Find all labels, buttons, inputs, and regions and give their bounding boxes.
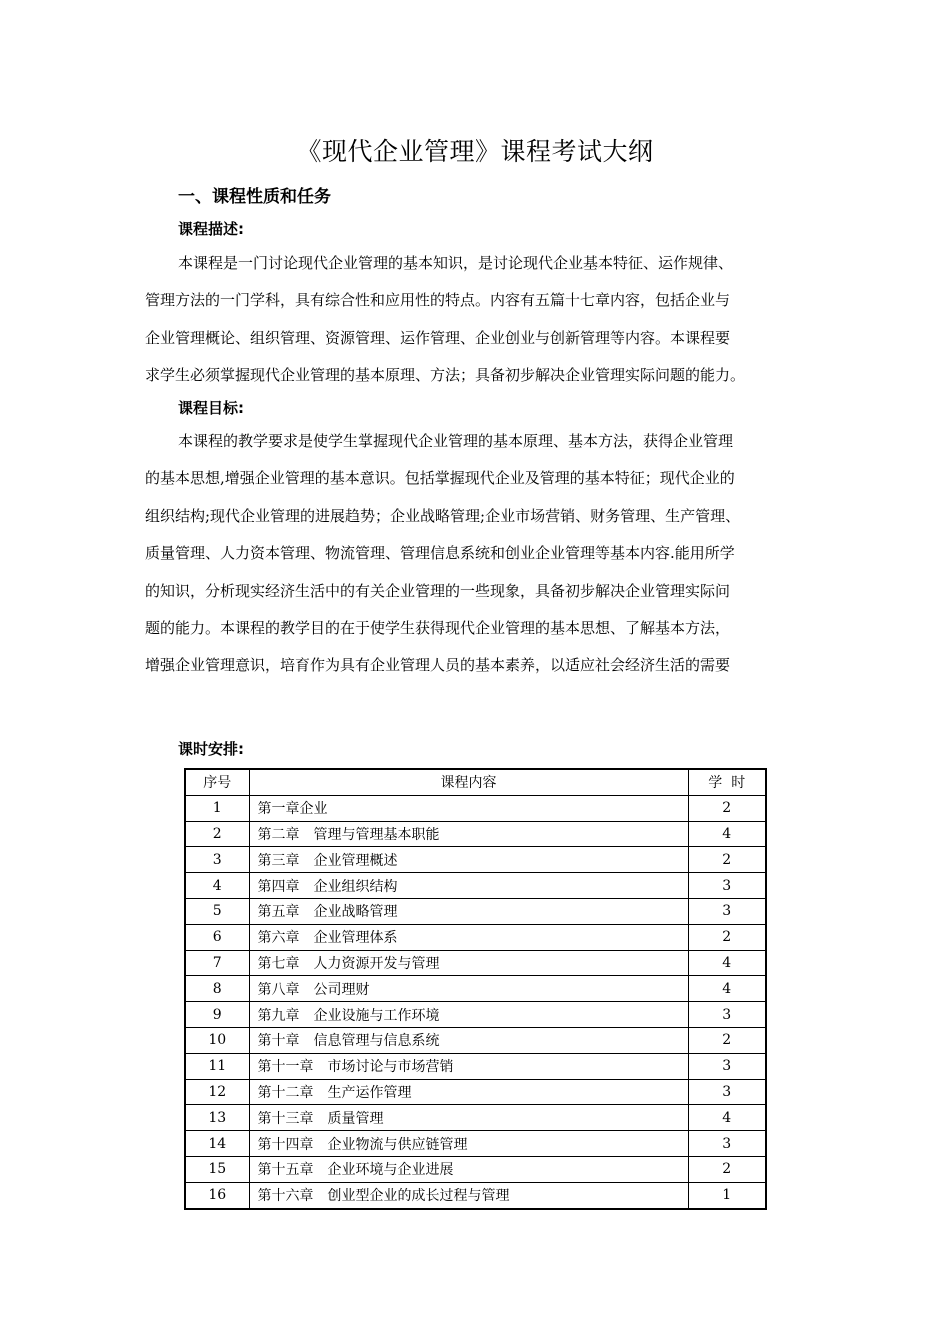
row-content: 第十六章 创业型企业的成长过程与管理: [249, 1182, 688, 1208]
row-index: 15: [185, 1156, 249, 1182]
row-content: 第三章 企业管理概述: [249, 847, 688, 873]
row-hours: 1: [688, 1182, 766, 1208]
table-row: [185, 1027, 766, 1053]
row-index: 9: [185, 1002, 249, 1028]
row-index: 14: [185, 1131, 249, 1157]
paragraph-line: 企业管理概论、组织管理、资源管理、运作管理、企业创业与创新管理等内容。本课程要: [145, 328, 731, 347]
paragraph-line: 本课程的教学要求是使学生掌握现代企业管理的基本原理、基本方法，获得企业管理: [178, 432, 734, 450]
row-content: 第十五章 企业环境与企业进展: [249, 1156, 688, 1182]
paragraph-line: 增强企业管理意识，培育作为具有企业管理人员的基本素养，以适应社会经济生活的需要: [145, 656, 731, 675]
header-hours: 学 时: [688, 769, 766, 795]
row-content: 第十一章 市场讨论与市场营销: [249, 1053, 688, 1079]
row-content: 第十三章 质量管理: [249, 1105, 688, 1131]
paragraph-line: 质量管理、人力资本管理、物流管理、管理信息系统和创业企业管理等基本内容.能用所学: [145, 544, 735, 563]
row-hours: 2: [688, 924, 766, 950]
row-content: 第十四章 企业物流与供应链管理: [249, 1131, 688, 1157]
row-index: 1: [185, 795, 249, 821]
row-index: 13: [185, 1105, 249, 1131]
table-row: [185, 795, 766, 821]
row-hours: 4: [688, 950, 766, 976]
table-row: [185, 1002, 766, 1028]
schedule-label: 课时安排:: [178, 740, 244, 758]
header-index: 序号: [185, 769, 249, 795]
row-content: 第八章 公司理财: [249, 976, 688, 1002]
row-index: 8: [185, 976, 249, 1002]
table-row: [185, 847, 766, 873]
header-content: 课程内容: [249, 769, 688, 795]
table-row: [185, 1182, 766, 1208]
row-index: 2: [185, 821, 249, 847]
table-row: [185, 1105, 766, 1131]
row-hours: 3: [688, 1079, 766, 1105]
row-index: 10: [185, 1027, 249, 1053]
document-title: 《现代企业管理》课程考试大纲: [296, 137, 654, 166]
row-content: 第十二章 生产运作管理: [249, 1079, 688, 1105]
table-row: [185, 1079, 766, 1105]
objective-paragraph: [145, 423, 810, 685]
row-index: 11: [185, 1053, 249, 1079]
row-index: 3: [185, 847, 249, 873]
section-heading-course-nature: 一、课程性质和任务: [178, 187, 331, 207]
row-hours: 3: [688, 898, 766, 924]
row-hours: 2: [688, 795, 766, 821]
schedule-table: [184, 768, 767, 1210]
row-content: 第七章 人力资源开发与管理: [249, 950, 688, 976]
row-index: 6: [185, 924, 249, 950]
paragraph-line: 求学生必须掌握现代企业管理的基本原理、方法；具备初步解决企业管理实际问题的能力。: [145, 366, 746, 385]
row-content: 第五章 企业战略管理: [249, 898, 688, 924]
row-content: 第四章 企业组织结构: [249, 873, 688, 899]
table-row: [185, 821, 766, 847]
row-hours: 3: [688, 1131, 766, 1157]
row-hours: 3: [688, 1002, 766, 1028]
row-hours: 2: [688, 1027, 766, 1053]
table-row: [185, 1053, 766, 1079]
row-content: 第九章 企业设施与工作环境: [249, 1002, 688, 1028]
description-label: 课程描述:: [178, 220, 244, 238]
row-content: 第十章 信息管理与信息系统: [249, 1027, 688, 1053]
row-index: 4: [185, 873, 249, 899]
objective-label: 课程目标:: [178, 399, 244, 417]
row-hours: 2: [688, 1156, 766, 1182]
paragraph-line: 的基本思想,增强企业管理的基本意识。包括掌握现代企业及管理的基本特征；现代企业的: [145, 469, 735, 488]
paragraph-line: 组织结构;现代企业管理的进展趋势；企业战略管理;企业市场营销、财务管理、生产管理、: [145, 506, 741, 525]
paragraph-line: 题的能力。本课程的教学目的在于使学生获得现代企业管理的基本思想、了解基本方法，: [145, 619, 731, 638]
table-row: [185, 1156, 766, 1182]
row-index: 16: [185, 1182, 249, 1208]
row-hours: 4: [688, 821, 766, 847]
table-row: [185, 873, 766, 899]
row-content: 第一章企业: [249, 795, 688, 821]
row-hours: 3: [688, 873, 766, 899]
description-paragraph: [145, 245, 810, 395]
table-row: [185, 950, 766, 976]
table-row: [185, 924, 766, 950]
table-header-row: [185, 769, 766, 795]
row-index: 7: [185, 950, 249, 976]
paragraph-line: 本课程是一门讨论现代企业管理的基本知识，是讨论现代企业基本特征、运作规律、: [178, 254, 734, 272]
row-content: 第六章 企业管理体系: [249, 924, 688, 950]
paragraph-line: 的知识，分析现实经济生活中的有关企业管理的一些现象，具备初步解决企业管理实际问: [145, 581, 731, 600]
row-hours: 2: [688, 847, 766, 873]
row-content: 第二章 管理与管理基本职能: [249, 821, 688, 847]
row-index: 12: [185, 1079, 249, 1105]
row-hours: 4: [688, 1105, 766, 1131]
table-row: [185, 1131, 766, 1157]
paragraph-line: 管理方法的一门学科，具有综合性和应用性的特点。内容有五篇十七章内容，包括企业与: [145, 291, 731, 310]
row-index: 5: [185, 898, 249, 924]
table-row: [185, 976, 766, 1002]
table-row: [185, 898, 766, 924]
row-hours: 4: [688, 976, 766, 1002]
row-hours: 3: [688, 1053, 766, 1079]
